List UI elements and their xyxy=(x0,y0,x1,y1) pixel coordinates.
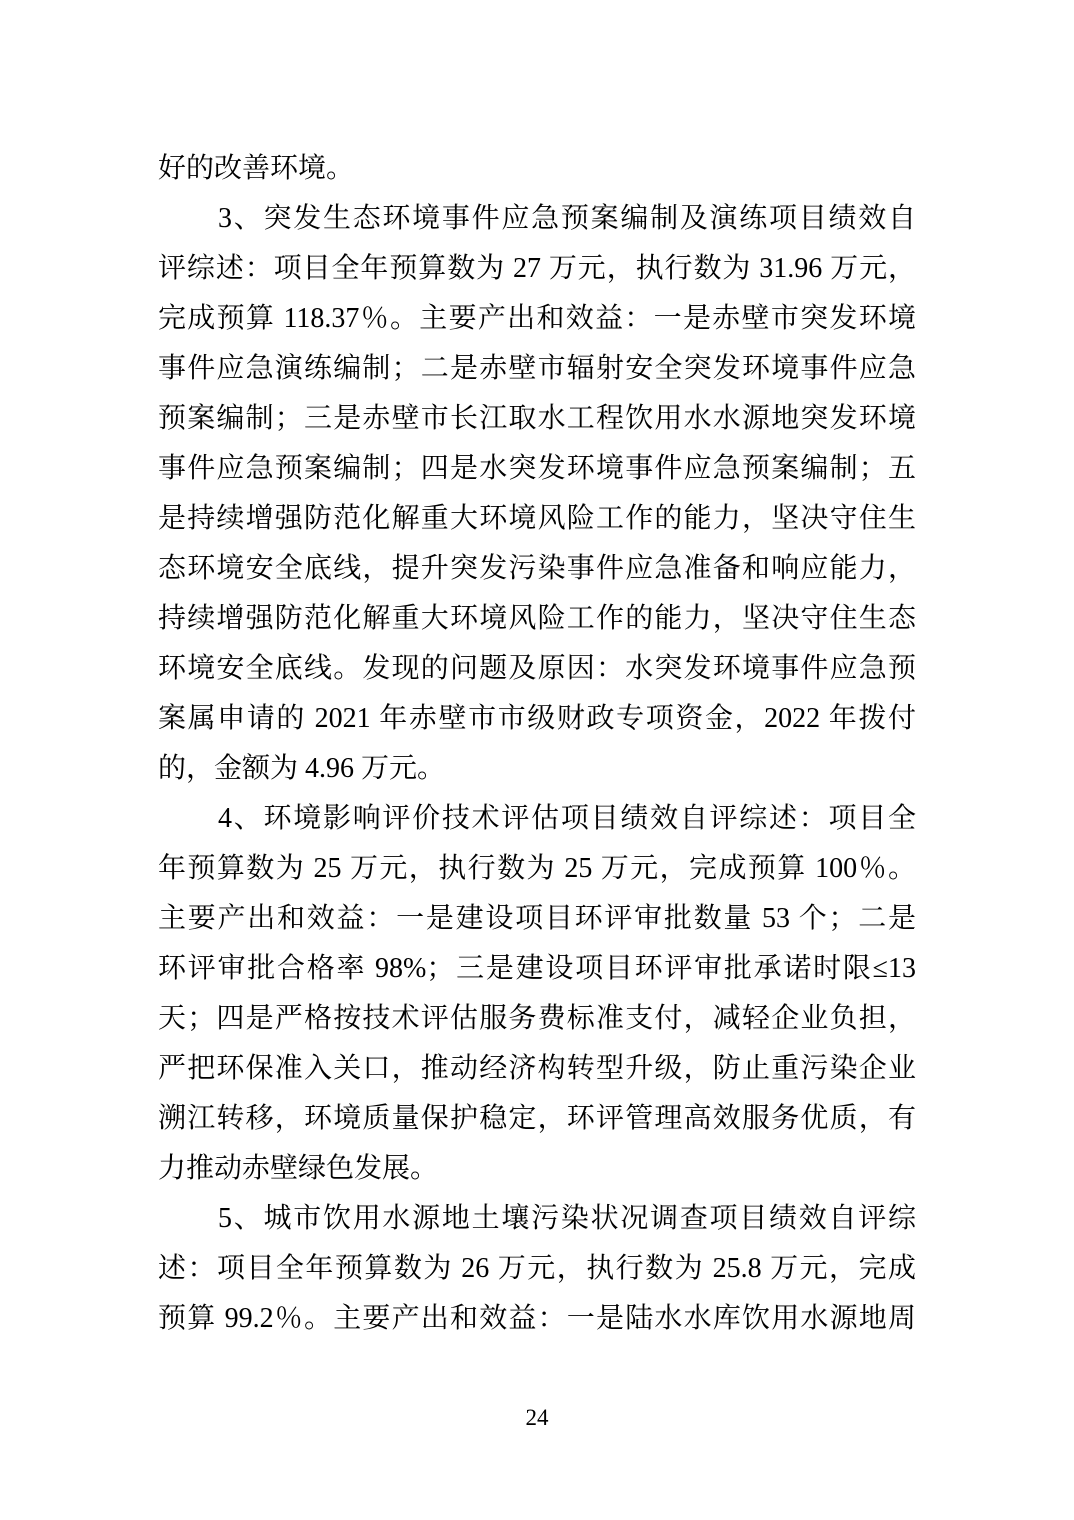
text-line: 评综述：项目全年预算数为 27 万元，执行数为 31.96 万元， xyxy=(158,253,916,284)
text-line: 力推动赤壁绿色发展。 xyxy=(158,1153,439,1184)
text-line: 完成预算 118.37％。主要产出和效益：一是赤壁市突发环境 xyxy=(158,303,916,334)
text-line: 事件应急演练编制；二是赤壁市辐射安全突发环境事件应急 xyxy=(158,353,916,384)
text-line: 年预算数为 25 万元，执行数为 25 万元，完成预算 100％。 xyxy=(158,853,916,884)
text-line: 溯江转移，环境质量保护稳定，环评管理高效服务优质，有 xyxy=(158,1103,916,1134)
text-line: 3、突发生态环境事件应急预案编制及演练项目绩效自 xyxy=(218,203,916,234)
text-line: 的，金额为 4.96 万元。 xyxy=(158,753,446,784)
text-line: 是持续增强防范化解重大环境风险工作的能力，坚决守住生 xyxy=(158,503,916,534)
text-line: 预案编制；三是赤壁市长江取水工程饮用水水源地突发环境 xyxy=(158,403,916,434)
text-line: 好的改善环境。 xyxy=(158,153,355,184)
document-body-text xyxy=(158,144,916,1344)
text-line: 环境安全底线。发现的问题及原因：水突发环境事件应急预 xyxy=(158,653,916,684)
text-line: 严把环保准入关口，推动经济构转型升级，防止重污染企业 xyxy=(158,1053,916,1084)
text-line: 事件应急预案编制；四是水突发环境事件应急预案编制；五 xyxy=(158,453,916,484)
text-line: 预算 99.2％。主要产出和效益：一是陆水水库饮用水源地周 xyxy=(158,1303,916,1334)
text-line: 案属申请的 2021 年赤壁市市级财政专项资金，2022 年拨付 xyxy=(158,703,916,734)
text-line: 5、城市饮用水源地土壤污染状况调查项目绩效自评综 xyxy=(218,1203,916,1234)
text-line: 述：项目全年预算数为 26 万元，执行数为 25.8 万元，完成 xyxy=(158,1253,916,1284)
page-footer-number: 24 xyxy=(525,1405,549,1430)
text-line: 态环境安全底线，提升突发污染事件应急准备和响应能力， xyxy=(158,553,916,584)
text-line: 主要产出和效益：一是建设项目环评审批数量 53 个；二是 xyxy=(158,903,916,934)
text-line: 环评审批合格率 98%；三是建设项目环评审批承诺时限≤13 xyxy=(158,953,916,984)
text-line: 4、环境影响评价技术评估项目绩效自评综述：项目全 xyxy=(218,803,916,834)
text-line: 天；四是严格按技术评估服务费标准支付，减轻企业负担， xyxy=(158,1003,916,1034)
text-line: 持续增强防范化解重大环境风险工作的能力，坚决守住生态 xyxy=(158,603,916,634)
